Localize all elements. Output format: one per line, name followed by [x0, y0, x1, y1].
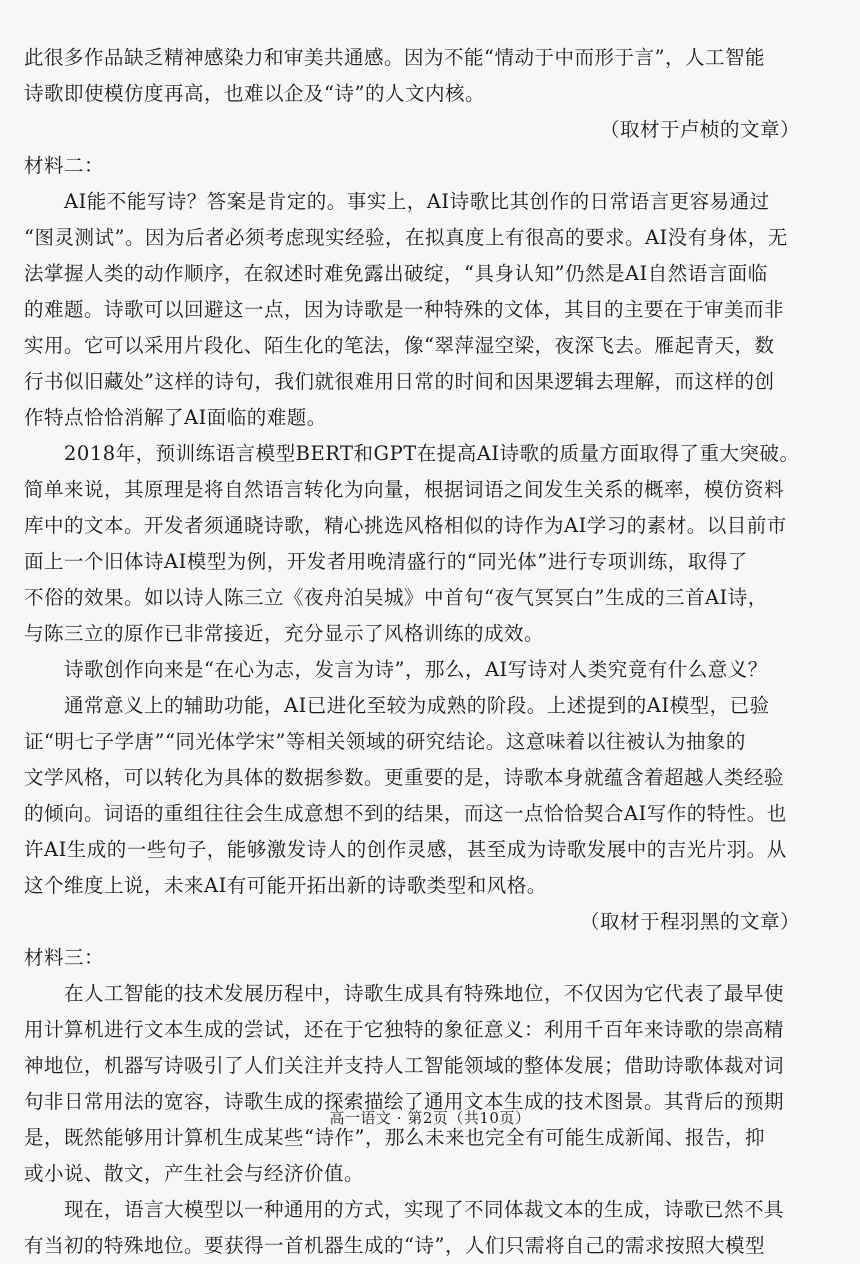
text-line: 诗歌即使模仿度再高，也难以企及“诗”的人文内核。 — [24, 82, 485, 105]
text-line: 实用。它可以采用片段化、陌生化的笔法，像“翠萍湿空梁，夜深飞去。雁起青天，数 — [24, 334, 775, 357]
text-line: 许AI生成的一些句子，能够激发诗人的创作灵感，甚至成为诗歌发展中的吉光片羽。从 — [24, 838, 787, 861]
text-line: 行书似旧藏处”这样的诗句，我们就很难用日常的时间和因果逻辑去理解，而这样的创 — [24, 370, 775, 393]
section-heading-material2: 材料二： — [24, 154, 105, 177]
text-line: 作特点恰恰消解了AI面临的难题。 — [24, 406, 327, 429]
text-line: 与陈三立的原作已非常接近，充分显示了风格训练的成效。 — [24, 622, 545, 645]
text-line: 或小说、散文，产生社会与经济价值。 — [24, 1162, 365, 1185]
page-footer: 高一语文 · 第2页（共10页） — [329, 1109, 531, 1127]
source-citation: （取材于程羽黑的文章） — [579, 910, 800, 933]
text-line: 文学风格，可以转化为具体的数据参数。更重要的是，诗歌本身就蕴含着超越人类经验 — [24, 766, 785, 789]
text-line: 是，既然能够用计算机生成某些“诗作”，那么未来也完全有可能生成新闻、报告，抑 — [24, 1126, 765, 1149]
section-heading-material3: 材料三： — [24, 946, 105, 969]
text-line: 简单来说，其原理是将自然语言转化为向量，根据词语之间发生关系的概率，模仿资料 — [24, 478, 785, 501]
source-citation: （取材于卢桢的文章） — [599, 118, 800, 141]
text-line: AI能不能写诗？答案是肯定的。事实上，AI诗歌比其创作的日常语言更容易通过 — [64, 190, 770, 213]
text-line: 句非日常用法的宽容，诗歌生成的探索描绘了通用文本生成的技术图景。其背后的预期 — [24, 1090, 785, 1113]
text-line: 的难题。诗歌可以回避这一点，因为诗歌是一种特殊的文体，其目的主要在于审美而非 — [24, 298, 785, 321]
text-line: 的倾向。词语的重组往往会生成意想不到的结果，而这一点恰恰契合AI写作的特性。也 — [24, 802, 787, 825]
text-line: 此很多作品缺乏精神感染力和审美共通感。因为不能“情动于中而形于言”，人工智能 — [24, 46, 765, 69]
text-line: 库中的文本。开发者须通晓诗歌，精心挑选风格相似的诗作为AI学习的素材。以目前市 — [24, 514, 787, 537]
text-line: 这个维度上说，未来AI有可能开拓出新的诗歌类型和风格。 — [24, 874, 547, 897]
text-line: 用计算机进行文本生成的尝试，还在于它独特的象征意义：利用千百年来诗歌的崇高精 — [24, 1018, 785, 1041]
text-line: 神地位，机器写诗吸引了人们关注并支持人工智能领域的整体发展；借助诗歌体裁对词 — [24, 1054, 785, 1077]
text-line: 在人工智能的技术发展历程中，诗歌生成具有特殊地位，不仅因为它代表了最早使 — [64, 982, 785, 1005]
text-line: 法掌握人类的动作顺序，在叙述时难免露出破绽，“具身认知”仍然是AI自然语言面临 — [24, 262, 768, 285]
text-line: 2018年，预训练语言模型BERT和GPT在提高AI诗歌的质量方面取得了重大突破。 — [64, 442, 800, 465]
text-line: 有当初的特殊地位。要获得一首机器生成的“诗”，人们只需将自己的需求按照大模型 — [24, 1234, 765, 1257]
text-line: 不俗的效果。如以诗人陈三立《夜舟泊吴城》中首句“夜气冥冥白”生成的三首AI诗， — [24, 586, 768, 609]
text-line: 通常意义上的辅助功能，AI已进化至较为成熟的阶段。上述提到的AI模型，已验 — [64, 694, 770, 717]
text-line: 面上一个旧体诗AI模型为例，开发者用晚清盛行的“同光体”进行专项训练，取得了 — [24, 550, 748, 573]
text-line: 诗歌创作向来是“在心为志，发言为诗”，那么，AI写诗对人类究竟有什么意义？ — [64, 658, 768, 681]
text-line: 证“明七子学唐”“同光体学宋”等相关领域的研究结论。这意味着以往被认为抽象的 — [24, 730, 746, 753]
text-line: “图灵测试”。因为后者必须考虑现实经验，在拟真度上有很高的要求。AI没有身体，无 — [24, 226, 788, 249]
text-line: 现在，语言大模型以一种通用的方式，实现了不同体裁文本的生成，诗歌已然不具 — [64, 1198, 785, 1221]
